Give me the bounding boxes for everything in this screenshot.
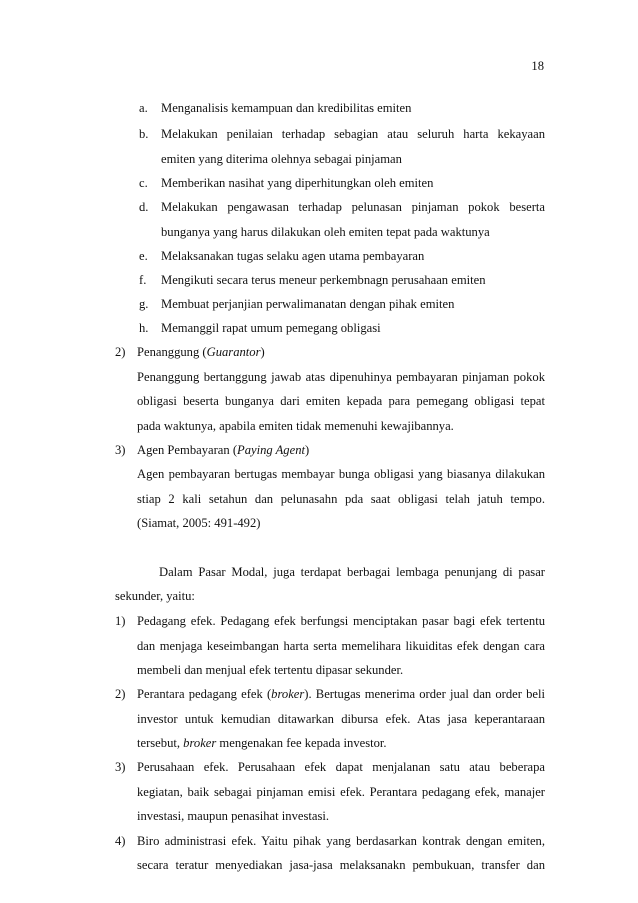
body-line: (Siamat, 2005: 491-492) bbox=[137, 516, 261, 530]
text-run: tersebut, bbox=[137, 736, 184, 750]
page-number: 18 bbox=[531, 59, 544, 73]
list-marker: h. bbox=[139, 321, 149, 335]
italic-term: broker bbox=[183, 736, 217, 750]
list-marker: 2) bbox=[115, 687, 126, 701]
heading-text: Agen Pembayaran ( bbox=[137, 443, 238, 457]
text-run: ). Bertugas menerima order jual dan order beli bbox=[304, 687, 546, 701]
list-marker: 4) bbox=[115, 834, 126, 848]
list-marker: 3) bbox=[115, 443, 126, 457]
heading-text-end: ) bbox=[260, 345, 265, 359]
heading-text: Penanggung ( bbox=[137, 345, 207, 359]
text-run: mengenakan fee kepada investor. bbox=[216, 736, 387, 750]
body-line bbox=[137, 688, 545, 701]
body-line: secara teratur menyediakan jasa-jasa melaksanakn pembukuan, transfer dan bbox=[137, 858, 545, 872]
list-item-text: Melaksanakan tugas selaku agen utama pembayaran bbox=[161, 249, 425, 263]
list-marker: c. bbox=[139, 176, 148, 190]
list-item-text: Menganalisis kemampuan dan kredibilitas emiten bbox=[161, 101, 412, 115]
list-marker: f. bbox=[139, 273, 147, 287]
list-marker: 1) bbox=[115, 614, 126, 628]
list-marker: a. bbox=[139, 101, 148, 115]
heading-text-end: ) bbox=[304, 443, 310, 457]
body-line: dan menjaga keseimbangan harta serta memelihara likuiditas efek dengan cara bbox=[137, 639, 545, 653]
body-line: pada waktunya, apabila emiten tidak memenuhi kewajibannya. bbox=[137, 419, 454, 433]
body-line: stiap 2 kali setahun dan pelunasahn pda saat obligasi telah jatuh tempo. bbox=[137, 492, 545, 506]
list-item-text: emiten yang diterima olehnya sebagai pinjaman bbox=[161, 152, 402, 166]
list-item-text: Memberikan nasihat yang diperhitungkan oleh emiten bbox=[161, 176, 434, 190]
body-line bbox=[137, 737, 387, 750]
body-line: Penanggung bertanggung jawab atas dipenuhinya pembayaran pinjaman pokok bbox=[137, 370, 545, 384]
text-run: Perantara pedagang efek ( bbox=[137, 687, 272, 701]
list-marker: d. bbox=[139, 200, 149, 214]
list-item-text: bunganya yang harus dilakukan oleh emiten tepat pada waktunya bbox=[161, 225, 490, 239]
body-line: investor untuk kemudian ditawarkan dibursa efek. Atas jasa keperantaraan bbox=[137, 712, 545, 726]
list-marker: 2) bbox=[115, 345, 126, 359]
italic-term: broker bbox=[271, 687, 305, 701]
heading-italic-text: Guarantor bbox=[206, 345, 261, 359]
section-heading-penanggung bbox=[137, 346, 265, 359]
list-marker: e. bbox=[139, 249, 148, 263]
heading-italic-text: Paying Agent bbox=[237, 443, 305, 457]
list-item-text: Melakukan penilaian terhadap sebagian atau seluruh harta kekayaan bbox=[161, 127, 545, 141]
paragraph-line: Dalam Pasar Modal, juga terdapat berbagai lembaga penunjang di pasar bbox=[159, 565, 545, 579]
body-line: Perusahaan efek. Perusahaan efek dapat menjalanan satu atau beberapa bbox=[137, 760, 545, 774]
list-item-text: Melakukan pengawasan terhadap pelunasan pinjaman pokok beserta bbox=[161, 200, 545, 214]
list-marker: b. bbox=[139, 127, 149, 141]
body-line: Biro administrasi efek. Yaitu pihak yang berdasarkan kontrak dengan emiten, bbox=[137, 834, 545, 848]
body-line: Pedagang efek. Pedagang efek berfungsi menciptakan pasar bagi efek tertentu bbox=[137, 614, 545, 628]
list-item-text: Mengikuti secara terus meneur perkembnagn perusahaan emiten bbox=[161, 273, 486, 287]
paragraph-line: sekunder, yaitu: bbox=[115, 589, 195, 603]
list-item-text: Membuat perjanjian perwalimanatan dengan pihak emiten bbox=[161, 297, 455, 311]
list-item-text: Memanggil rapat umum pemegang obligasi bbox=[161, 321, 381, 335]
section-heading-agen-pembayaran bbox=[137, 444, 309, 457]
body-line: kegiatan, baik sebagai pinjaman emisi efek. Perantara pedagang efek, manajer bbox=[137, 785, 545, 799]
body-line: membeli dan menjual efek tertentu dipasar sekunder. bbox=[137, 663, 404, 677]
body-line: investasi, maupun penasihat investasi. bbox=[137, 809, 330, 823]
body-line: obligasi beserta bunganya dari emiten kepada para pemegang obligasi tepat bbox=[137, 394, 545, 408]
list-marker: g. bbox=[139, 297, 149, 311]
list-marker: 3) bbox=[115, 760, 126, 774]
body-line: Agen pembayaran bertugas membayar bunga obligasi yang biasanya dilakukan bbox=[137, 467, 545, 481]
